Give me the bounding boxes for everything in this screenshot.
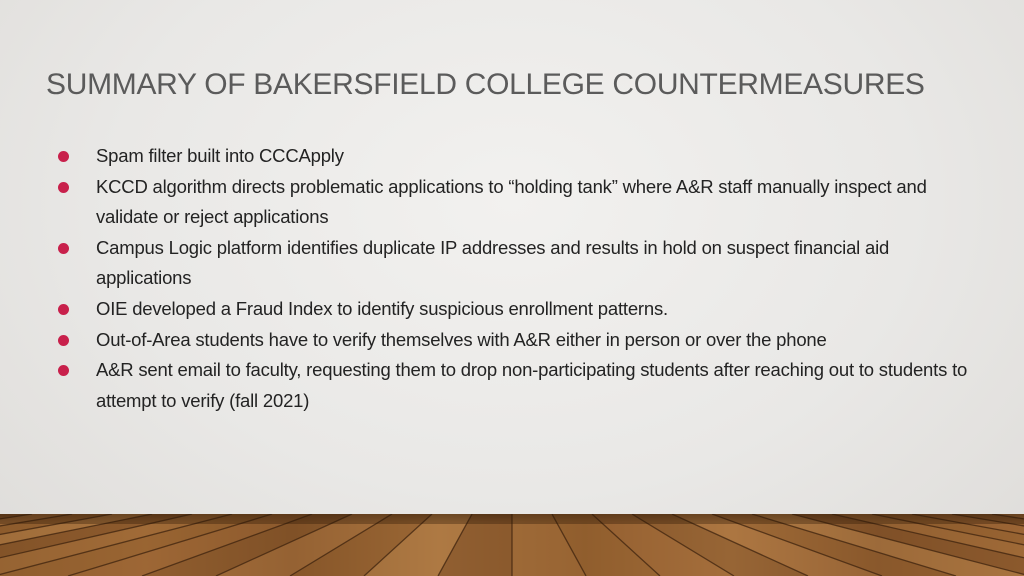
bullet-dot-icon — [58, 151, 69, 162]
floor-edge-shadow — [0, 514, 1024, 524]
bullet-text: A&R sent email to faculty, requesting them to drop non-participating students after reaching out to students to attempt to verify (fall 2021) — [96, 359, 968, 411]
bullet-item — [58, 294, 978, 325]
bullet-text: KCCD algorithm directs problematic applications to “holding tank” where A&R staff manually inspect and validate or reject applications — [96, 175, 927, 228]
bullet-dot-icon — [58, 182, 69, 193]
slide-title: SUMMARY OF BAKERSFIELD COLLEGE COUNTERMEASURES — [46, 68, 925, 101]
bullet-text: Campus Logic platform identifies duplicate IP addresses and results in hold on suspect financial aid applications — [96, 236, 890, 289]
bullet-dot-icon — [58, 365, 69, 376]
bullet-item — [58, 325, 978, 356]
bullet-item — [58, 355, 978, 416]
bullet-dot-icon — [58, 335, 69, 346]
bullet-list — [58, 141, 978, 416]
bullet-text: Out-of-Area students have to verify themselves with A&R either in person or over the phone — [96, 328, 827, 350]
bullet-item — [58, 172, 978, 233]
bullet-text: OIE developed a Fraud Index to identify suspicious enrollment patterns. — [96, 297, 668, 319]
bullet-item — [58, 233, 978, 294]
wood-floor-decoration — [0, 514, 1024, 576]
wood-planks-graphic — [0, 514, 1024, 576]
bullet-dot-icon — [58, 304, 69, 315]
bullet-text: Spam filter built into CCCApply — [96, 145, 344, 166]
bullet-dot-icon — [58, 243, 69, 254]
bullet-item — [58, 141, 978, 172]
